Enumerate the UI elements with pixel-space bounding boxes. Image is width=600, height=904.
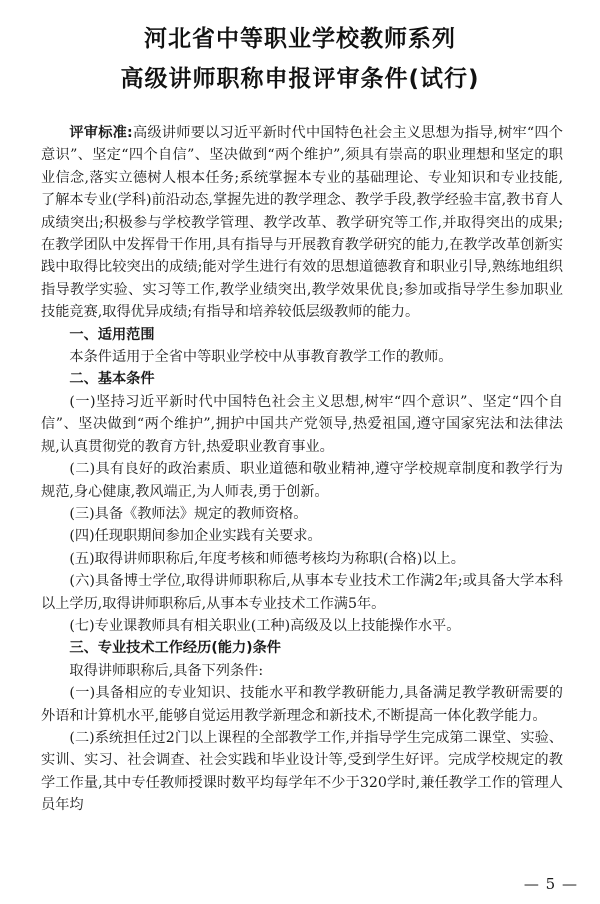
section3-intro: 取得讲师职称后,具备下列条件: <box>69 662 264 679</box>
section2-item: (五)取得讲师职称后,年度考核和师德考核均为称职(合格)以上。 <box>69 550 465 567</box>
standard-label: 评审标准: <box>69 125 133 141</box>
section2-item: (七)专业课教师具有相关职业(工种)高级及以上技能操作水平。 <box>69 617 461 634</box>
section2-item: (三)具备《教师法》规定的教师资格。 <box>69 505 308 522</box>
section2-heading: 二、基本条件 <box>69 371 155 388</box>
section2-item: (六)具备博士学位,取得讲师职称后,从事本专业技术工作满2年;或具备大学本科以上学历,取得讲师职称后,从事本专业技术工作满5年。 <box>41 573 563 612</box>
document-body <box>41 122 563 817</box>
section1-text: 本条件适用于全省中等职业学校中从事教育教学工作的教师。 <box>69 349 453 366</box>
document-title-line2: 高级讲师职称申报评审条件(试行) <box>120 66 480 92</box>
section3-item: (一)具备相应的专业知识、技能水平和教学教研能力,具备满足教学教研需要的外语和计算机水平,能够自觉运用教学新理念和新技术,不断提高一体化教学能力。 <box>41 685 563 724</box>
section2-item: (四)任现职期间参加企业实践有关要求。 <box>69 528 322 545</box>
section3-item: (二)系统担任过2门以上课程的全部教学工作,并指导学生完成第二课堂、实验、实训、实习、社会调查、社会实践和毕业设计等,受到学生好评。完成学校规定的教学工作量,其中专任教师授课时数平均每学年不少于320学时,兼任教学工作的管理人员年均 <box>41 729 563 814</box>
page-number: — 5 — <box>523 875 578 893</box>
document-title-line1: 河北省中等职业学校教师系列 <box>144 26 456 52</box>
section3-heading: 三、专业技术工作经历(能力)条件 <box>69 640 281 657</box>
standard-paragraph <box>41 122 563 324</box>
section1-heading: 一、适用范围 <box>69 326 155 343</box>
standard-text: 高级讲师要以习近平新时代中国特色社会主义思想为指导,树牢“四个意识”、坚定“四个自信”、坚决做到“两个维护”,须具有崇高的职业理想和坚定的职业信念,落实立德树人根本任务;系统掌握本专业的基础理论、专业知识和专业技能,了解本专业(学科)前沿动态,掌握先进的教学理念、教学手段,教学经验丰富,教书育人成绩突出;积极参与学校教学管理、教学改革、教学研究等工作,并取得突出的成果;在教学团队中发挥骨干作用,具有指导与开展教育教学研究的能力,在教学改革创新实践中取得比较突出的成绩;能对学生进行有效的思想道德教育和职业引导,熟练地组织指导教学实验、实习等工作,教学业绩突出,教学效果优良;参加或指导学生参加职业技能竞赛,取得优异成绩;有指导和培养较低层级教师的能力。 <box>41 125 563 321</box>
section2-item: (一)坚持习近平新时代中国特色社会主义思想,树牢“四个意识”、坚定“四个自信”、坚决做到“两个维护”,拥护中国共产党领导,热爱祖国,遵守国家宪法和法律法规,认真贯彻党的教育方针,热爱职业教育事业。 <box>41 393 563 455</box>
section2-item: (二)具有良好的政治素质、职业道德和敬业精神,遵守学校规章制度和教学行为规范,身心健康,教风端正,为人师表,勇于创新。 <box>41 461 563 500</box>
